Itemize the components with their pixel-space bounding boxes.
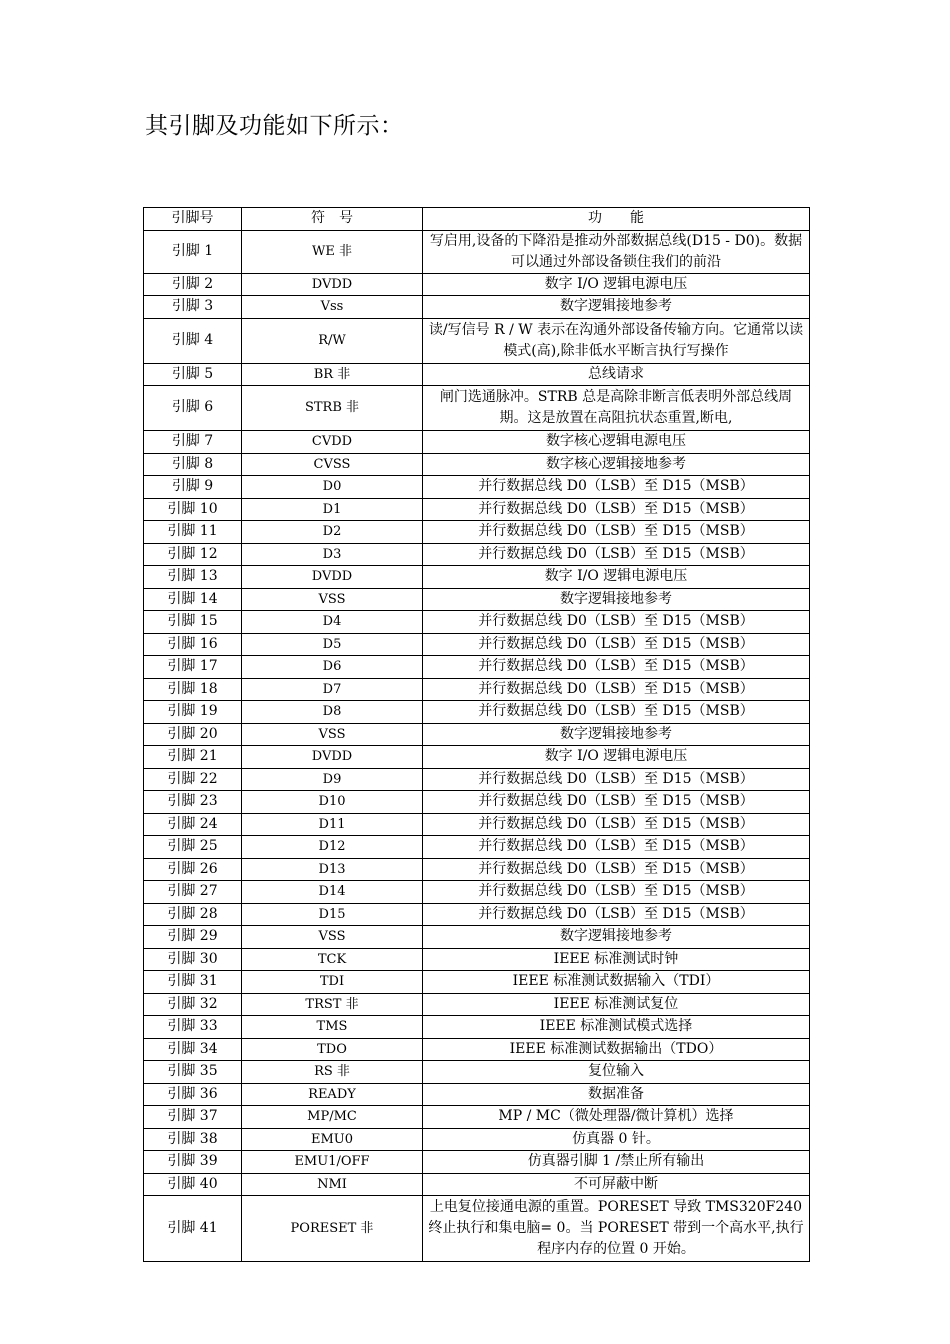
pin-number-cell: 引脚 7 [144, 431, 242, 454]
pin-number-cell: 引脚 8 [144, 453, 242, 476]
symbol-cell: CVDD [242, 431, 423, 454]
symbol-cell: D8 [242, 701, 423, 724]
pin-number-cell: 引脚 28 [144, 903, 242, 926]
symbol-cell: VSS [242, 926, 423, 949]
symbol-cell: D6 [242, 656, 423, 679]
table-row [144, 498, 810, 521]
table-row [144, 521, 810, 544]
pin-number-cell: 引脚 41 [144, 1196, 242, 1262]
symbol-cell: D5 [242, 633, 423, 656]
pin-number-cell: 引脚 3 [144, 296, 242, 319]
symbol-cell: D9 [242, 768, 423, 791]
pin-number-cell: 引脚 12 [144, 543, 242, 566]
function-cell: 仿真器 0 针。 [423, 1128, 810, 1151]
symbol-cell: D2 [242, 521, 423, 544]
pin-number-cell: 引脚 5 [144, 363, 242, 386]
symbol-cell: NMI [242, 1173, 423, 1196]
pin-number-cell: 引脚 2 [144, 273, 242, 296]
table-row [144, 926, 810, 949]
pin-number-cell: 引脚 33 [144, 1016, 242, 1039]
function-cell: 并行数据总线 D0（LSB）至 D15（MSB） [423, 881, 810, 904]
pin-number-cell: 引脚 26 [144, 858, 242, 881]
table-row [144, 656, 810, 679]
function-cell: 数字逻辑接地参考 [423, 723, 810, 746]
table-row [144, 386, 810, 431]
table-row [144, 903, 810, 926]
pin-number-cell: 引脚 9 [144, 476, 242, 499]
symbol-cell: CVSS [242, 453, 423, 476]
header-function: 功 能 [423, 208, 810, 231]
symbol-cell: TRST 非 [242, 993, 423, 1016]
pin-number-cell: 引脚 27 [144, 881, 242, 904]
symbol-cell: D1 [242, 498, 423, 521]
pin-number-cell: 引脚 14 [144, 588, 242, 611]
table-row [144, 1173, 810, 1196]
table-body [144, 230, 810, 1262]
pin-number-cell: 引脚 36 [144, 1083, 242, 1106]
table-row [144, 611, 810, 634]
function-cell: 并行数据总线 D0（LSB）至 D15（MSB） [423, 543, 810, 566]
symbol-cell: D0 [242, 476, 423, 499]
function-cell: 并行数据总线 D0（LSB）至 D15（MSB） [423, 521, 810, 544]
function-cell: 数字逻辑接地参考 [423, 296, 810, 319]
table-row [144, 678, 810, 701]
pin-number-cell: 引脚 17 [144, 656, 242, 679]
symbol-cell: EMU0 [242, 1128, 423, 1151]
table-row [144, 971, 810, 994]
symbol-cell: WE 非 [242, 230, 423, 273]
function-cell: MP / MC（微处理器/微计算机）选择 [423, 1106, 810, 1129]
pin-number-cell: 引脚 4 [144, 318, 242, 363]
function-cell: 并行数据总线 D0（LSB）至 D15（MSB） [423, 836, 810, 859]
function-cell: 并行数据总线 D0（LSB）至 D15（MSB） [423, 791, 810, 814]
function-cell: IEEE 标准测试数据输出（TDO） [423, 1038, 810, 1061]
table-row [144, 566, 810, 589]
pin-number-cell: 引脚 38 [144, 1128, 242, 1151]
pin-number-cell: 引脚 25 [144, 836, 242, 859]
symbol-cell: D7 [242, 678, 423, 701]
table-row [144, 1083, 810, 1106]
table-row [144, 230, 810, 273]
pin-number-cell: 引脚 39 [144, 1151, 242, 1174]
symbol-cell: DVDD [242, 566, 423, 589]
pin-function-table [143, 207, 810, 1262]
function-cell: 数字 I/O 逻辑电源电压 [423, 746, 810, 769]
table-row [144, 723, 810, 746]
pin-number-cell: 引脚 29 [144, 926, 242, 949]
symbol-cell: TDI [242, 971, 423, 994]
function-cell: IEEE 标准测试数据输入（TDI） [423, 971, 810, 994]
table-row [144, 746, 810, 769]
function-cell: 上电复位接通电源的重置。PORESET 导致 TMS320F240 终止执行和集电脑= 0。当 PORESET 带到一个高水平,执行程序内存的位置 0 开始。 [423, 1196, 810, 1262]
function-cell: 复位输入 [423, 1061, 810, 1084]
pin-number-cell: 引脚 37 [144, 1106, 242, 1129]
function-cell: IEEE 标准测试时钟 [423, 948, 810, 971]
pin-number-cell: 引脚 20 [144, 723, 242, 746]
function-cell: 并行数据总线 D0（LSB）至 D15（MSB） [423, 813, 810, 836]
function-cell: 仿真器引脚 1 /禁止所有输出 [423, 1151, 810, 1174]
function-cell: 数字核心逻辑接地参考 [423, 453, 810, 476]
table-row [144, 948, 810, 971]
function-cell: 数字逻辑接地参考 [423, 588, 810, 611]
symbol-cell: D15 [242, 903, 423, 926]
function-cell: 总线请求 [423, 363, 810, 386]
symbol-cell: BR 非 [242, 363, 423, 386]
table-row [144, 1016, 810, 1039]
table-row [144, 1106, 810, 1129]
table-row [144, 431, 810, 454]
pin-number-cell: 引脚 16 [144, 633, 242, 656]
symbol-cell: PORESET 非 [242, 1196, 423, 1262]
function-cell: IEEE 标准测试复位 [423, 993, 810, 1016]
pin-number-cell: 引脚 34 [144, 1038, 242, 1061]
pin-number-cell: 引脚 1 [144, 230, 242, 273]
function-cell: 闸门选通脉冲。STRB 总是高除非断言低表明外部总线周期。这是放置在高阻抗状态重置,断电, [423, 386, 810, 431]
table-row [144, 1061, 810, 1084]
function-cell: 并行数据总线 D0（LSB）至 D15（MSB） [423, 768, 810, 791]
table-row [144, 791, 810, 814]
table-row [144, 701, 810, 724]
function-cell: 数字核心逻辑电源电压 [423, 431, 810, 454]
symbol-cell: D4 [242, 611, 423, 634]
symbol-cell: DVDD [242, 746, 423, 769]
symbol-cell: D3 [242, 543, 423, 566]
table-row [144, 476, 810, 499]
function-cell: 数字逻辑接地参考 [423, 926, 810, 949]
symbol-cell: STRB 非 [242, 386, 423, 431]
symbol-cell: D11 [242, 813, 423, 836]
table-header-row [144, 208, 810, 231]
header-symbol: 符 号 [242, 208, 423, 231]
pin-number-cell: 引脚 30 [144, 948, 242, 971]
function-cell: 不可屏蔽中断 [423, 1173, 810, 1196]
symbol-cell: D13 [242, 858, 423, 881]
table-row [144, 633, 810, 656]
pin-number-cell: 引脚 32 [144, 993, 242, 1016]
symbol-cell: DVDD [242, 273, 423, 296]
table-row [144, 543, 810, 566]
table-row [144, 453, 810, 476]
function-cell: 并行数据总线 D0（LSB）至 D15（MSB） [423, 476, 810, 499]
function-cell: 并行数据总线 D0（LSB）至 D15（MSB） [423, 701, 810, 724]
table-row [144, 768, 810, 791]
table-row [144, 1151, 810, 1174]
function-cell: 并行数据总线 D0（LSB）至 D15（MSB） [423, 498, 810, 521]
header-pin-number: 引脚号 [144, 208, 242, 231]
pin-number-cell: 引脚 10 [144, 498, 242, 521]
function-cell: 数据准备 [423, 1083, 810, 1106]
page-heading: 其引脚及功能如下所示： [145, 113, 404, 139]
table-row [144, 273, 810, 296]
symbol-cell: TMS [242, 1016, 423, 1039]
symbol-cell: VSS [242, 723, 423, 746]
symbol-cell: RS 非 [242, 1061, 423, 1084]
function-cell: 写启用,设备的下降沿是推动外部数据总线(D15 - D0)。数据可以通过外部设备锁住我们的前沿 [423, 230, 810, 273]
pin-number-cell: 引脚 18 [144, 678, 242, 701]
symbol-cell: TCK [242, 948, 423, 971]
function-cell: 并行数据总线 D0（LSB）至 D15（MSB） [423, 903, 810, 926]
symbol-cell: Vss [242, 296, 423, 319]
pin-number-cell: 引脚 6 [144, 386, 242, 431]
pin-number-cell: 引脚 31 [144, 971, 242, 994]
symbol-cell: D10 [242, 791, 423, 814]
function-cell: 并行数据总线 D0（LSB）至 D15（MSB） [423, 858, 810, 881]
function-cell: 读/写信号 R / W 表示在沟通外部设备传输方向。它通常以读模式(高),除非低水平断言执行写操作 [423, 318, 810, 363]
table-row [144, 1038, 810, 1061]
table-row [144, 813, 810, 836]
function-cell: 并行数据总线 D0（LSB）至 D15（MSB） [423, 611, 810, 634]
pin-number-cell: 引脚 21 [144, 746, 242, 769]
symbol-cell: READY [242, 1083, 423, 1106]
pin-number-cell: 引脚 19 [144, 701, 242, 724]
symbol-cell: VSS [242, 588, 423, 611]
symbol-cell: R/W [242, 318, 423, 363]
symbol-cell: TDO [242, 1038, 423, 1061]
table-row [144, 296, 810, 319]
pin-number-cell: 引脚 22 [144, 768, 242, 791]
table-row [144, 993, 810, 1016]
symbol-cell: MP/MC [242, 1106, 423, 1129]
pin-number-cell: 引脚 40 [144, 1173, 242, 1196]
symbol-cell: D12 [242, 836, 423, 859]
pin-number-cell: 引脚 15 [144, 611, 242, 634]
pin-number-cell: 引脚 11 [144, 521, 242, 544]
table-row [144, 1128, 810, 1151]
function-cell: 并行数据总线 D0（LSB）至 D15（MSB） [423, 678, 810, 701]
table-row [144, 363, 810, 386]
function-cell: IEEE 标准测试模式选择 [423, 1016, 810, 1039]
table-row [144, 588, 810, 611]
table-row [144, 881, 810, 904]
symbol-cell: EMU1/OFF [242, 1151, 423, 1174]
function-cell: 数字 I/O 逻辑电源电压 [423, 566, 810, 589]
symbol-cell: D14 [242, 881, 423, 904]
table-row [144, 836, 810, 859]
function-cell: 数字 I/O 逻辑电源电压 [423, 273, 810, 296]
table-row [144, 1196, 810, 1262]
pin-number-cell: 引脚 35 [144, 1061, 242, 1084]
function-cell: 并行数据总线 D0（LSB）至 D15（MSB） [423, 633, 810, 656]
function-cell: 并行数据总线 D0（LSB）至 D15（MSB） [423, 656, 810, 679]
pin-number-cell: 引脚 23 [144, 791, 242, 814]
pin-number-cell: 引脚 24 [144, 813, 242, 836]
table-row [144, 858, 810, 881]
pin-number-cell: 引脚 13 [144, 566, 242, 589]
table-row [144, 318, 810, 363]
